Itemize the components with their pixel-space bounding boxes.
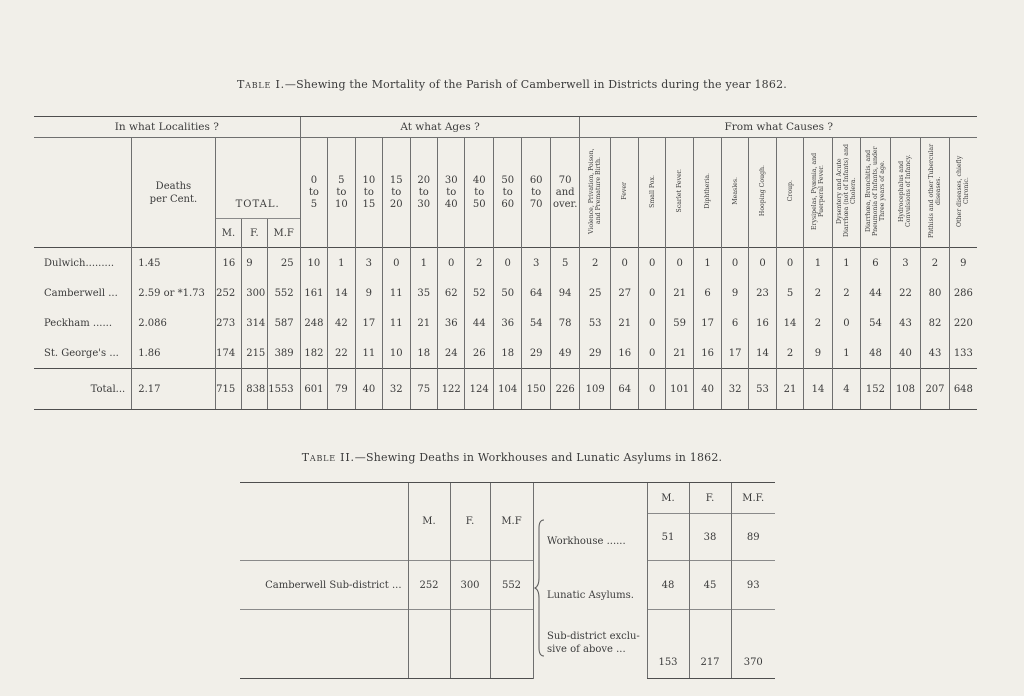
header-localities: In what Localities ? <box>34 117 300 138</box>
cause-cell: 43 <box>921 338 949 369</box>
total-f-cell: 314 <box>242 308 267 338</box>
cause-cell: 53 <box>580 308 611 338</box>
header-total: TOTAL. <box>215 138 300 219</box>
category-lunatic-asylums: Lunatic Asylums. <box>547 590 634 601</box>
age-cell: 21 <box>410 308 437 338</box>
locality-cell: Peckham ...... <box>44 317 112 329</box>
cause-cell: 207 <box>921 369 949 410</box>
cause-cell: 48 <box>861 338 891 369</box>
table1-title <box>0 78 1024 91</box>
total-row <box>34 369 977 410</box>
cause-cell: 2 <box>580 248 611 279</box>
age-cell: 9 <box>355 278 382 308</box>
age-cell: 182 <box>300 338 327 369</box>
cause-cell: 82 <box>921 308 949 338</box>
cause-cell: 0 <box>749 248 776 279</box>
age-cell: 36 <box>493 308 521 338</box>
cause-cell: 1 <box>804 248 832 279</box>
category-subdistrict-line1: Sub-district exclu- <box>547 631 640 642</box>
total-m-cell: 174 <box>215 338 242 369</box>
header-cause-croup: Croup. <box>776 138 803 248</box>
cause-cell: 16 <box>610 338 638 369</box>
cause-cell: 101 <box>665 369 693 410</box>
deaths-per-cent-cell: 2.17 <box>132 369 215 410</box>
cause-cell: 17 <box>721 338 748 369</box>
header-cause-erysipelas: Erysipelas, Pyæmia, and Puerperal Fever. <box>804 138 832 248</box>
subdistrict-m: 153 <box>647 610 689 679</box>
cause-cell: 2 <box>832 278 860 308</box>
deaths-per-cent-cell: 1.86 <box>132 338 215 369</box>
mortality-table <box>34 116 977 410</box>
header-total-f: F. <box>242 219 267 248</box>
age-cell: 11 <box>355 338 382 369</box>
cause-cell: 6 <box>721 308 748 338</box>
locality-cell: Total... <box>34 369 132 410</box>
header-cause-scarlet-fever: Scarlet Fever. <box>665 138 693 248</box>
age-cell: 11 <box>383 308 410 338</box>
age-cell: 10 <box>300 248 327 279</box>
age-cell: 3 <box>355 248 382 279</box>
district-header-blank <box>240 483 408 561</box>
cause-cell: 40 <box>890 338 921 369</box>
district-blank-m <box>408 610 450 679</box>
age-cell: 64 <box>522 278 550 308</box>
cause-cell: 40 <box>694 369 721 410</box>
cause-cell: 9 <box>721 278 748 308</box>
cause-cell: 4 <box>832 369 860 410</box>
cause-cell: 29 <box>580 338 611 369</box>
deaths-per-cent-cell: 2.086 <box>132 308 215 338</box>
cause-cell: 21 <box>665 338 693 369</box>
cause-cell: 0 <box>610 248 638 279</box>
header-age-70: 70 and over. <box>550 138 580 248</box>
age-cell: 226 <box>550 369 580 410</box>
age-cell: 94 <box>550 278 580 308</box>
age-cell: 11 <box>383 278 410 308</box>
category-subdistrict <box>547 630 640 656</box>
header-age-10: 10 to 15 <box>355 138 382 248</box>
header-m: M. <box>408 483 450 561</box>
district-blank-mf <box>490 610 533 679</box>
header-cause-dysentery: Dysentery and Acute Diarrhœa (not of Infants) and Cholera. <box>832 138 860 248</box>
asylum-f: 45 <box>689 561 731 610</box>
total-f-cell: 9 <box>242 248 267 279</box>
deaths-per-cent-cell: 1.45 <box>132 248 215 279</box>
age-cell: 40 <box>355 369 382 410</box>
table-row <box>34 338 977 369</box>
total-mf-cell: 25 <box>267 248 300 279</box>
cause-cell: 2 <box>804 278 832 308</box>
age-cell: 3 <box>522 248 550 279</box>
age-cell: 0 <box>493 248 521 279</box>
age-cell: 161 <box>300 278 327 308</box>
workhouse-m: 51 <box>647 514 689 561</box>
cause-cell: 0 <box>665 248 693 279</box>
cause-cell: 14 <box>749 338 776 369</box>
district-mf: 552 <box>490 561 533 610</box>
header-age-40: 40 to 50 <box>465 138 493 248</box>
locality-cell: St. George's ... <box>44 347 119 359</box>
cause-cell: 64 <box>610 369 638 410</box>
age-cell: 601 <box>300 369 327 410</box>
cause-cell: 54 <box>861 308 891 338</box>
district-label: Camberwell Sub-district ... <box>240 561 408 610</box>
total-f-cell: 300 <box>242 278 267 308</box>
district-blank <box>240 610 408 679</box>
header-cause-other: Other diseases, chiefly Chronic. <box>949 138 977 248</box>
header-cause-phthisis: Phthisis and other Tubercular diseases. <box>921 138 949 248</box>
header-mf: M.F <box>490 483 533 561</box>
age-cell: 104 <box>493 369 521 410</box>
asylum-m: 48 <box>647 561 689 610</box>
cause-cell: 0 <box>721 248 748 279</box>
age-cell: 0 <box>438 248 465 279</box>
age-cell: 18 <box>410 338 437 369</box>
age-cell: 14 <box>328 278 355 308</box>
table-row <box>34 308 977 338</box>
cause-cell: 133 <box>949 338 977 369</box>
subheader-m: M. <box>647 483 689 514</box>
cause-cell: 0 <box>639 369 665 410</box>
cause-cell: 0 <box>639 248 665 279</box>
age-cell: 5 <box>550 248 580 279</box>
cause-cell: 14 <box>804 369 832 410</box>
cause-cell: 16 <box>694 338 721 369</box>
header-deaths-per-cent: Deaths per Cent. <box>132 138 215 248</box>
cause-cell: 6 <box>694 278 721 308</box>
locality-cell: Dulwich......... <box>34 248 132 279</box>
cause-cell: 5 <box>776 278 803 308</box>
age-cell: 52 <box>465 278 493 308</box>
age-cell: 49 <box>550 338 580 369</box>
cause-cell: 53 <box>749 369 776 410</box>
total-m-cell: 252 <box>215 278 242 308</box>
age-cell: 29 <box>522 338 550 369</box>
header-cause-measles: Measles. <box>721 138 748 248</box>
age-cell: 2 <box>465 248 493 279</box>
asylum-mf: 93 <box>731 561 775 610</box>
age-cell: 62 <box>438 278 465 308</box>
cause-cell: 0 <box>832 308 860 338</box>
cause-cell: 32 <box>721 369 748 410</box>
cause-cell: 648 <box>949 369 977 410</box>
header-age-50: 50 to 60 <box>493 138 521 248</box>
category-labels <box>533 512 647 664</box>
subheader-mf: M.F. <box>731 483 775 514</box>
header-causes: From what Causes ? <box>580 117 977 138</box>
category-workhouse: Workhouse ...... <box>547 536 626 547</box>
cause-cell: 80 <box>921 278 949 308</box>
header-cause-small-pox: Small Pox. <box>639 138 665 248</box>
district-m: 252 <box>408 561 450 610</box>
header-cause-hydrocephalus: Hydrocephalus and Convulsions of Infancy. <box>890 138 921 248</box>
cause-cell: 108 <box>890 369 921 410</box>
table1-title-text: —Shewing the Mortality of the Parish of Camberwell in Districts during the year 1862. <box>284 78 787 91</box>
subdistrict-f: 217 <box>689 610 731 679</box>
cause-cell: 220 <box>949 308 977 338</box>
cause-cell: 44 <box>861 278 891 308</box>
cause-cell: 14 <box>776 308 803 338</box>
age-cell: 17 <box>355 308 382 338</box>
age-cell: 50 <box>493 278 521 308</box>
cause-cell: 59 <box>665 308 693 338</box>
cause-cell: 1 <box>832 338 860 369</box>
total-m-cell: 273 <box>215 308 242 338</box>
header-f: F. <box>450 483 490 561</box>
header-cause-hooping-cough: Hooping Cough. <box>749 138 776 248</box>
age-cell: 24 <box>438 338 465 369</box>
cause-cell: 109 <box>580 369 611 410</box>
cause-cell: 3 <box>890 248 921 279</box>
workhouse-f: 38 <box>689 514 731 561</box>
age-cell: 32 <box>383 369 410 410</box>
total-m-cell: 715 <box>215 369 242 410</box>
cause-cell: 9 <box>804 338 832 369</box>
cause-cell: 1 <box>832 248 860 279</box>
cause-cell: 25 <box>580 278 611 308</box>
district-blank-f <box>450 610 490 679</box>
cause-cell: 0 <box>639 308 665 338</box>
age-cell: 1 <box>328 248 355 279</box>
header-locality-blank <box>34 138 132 248</box>
cause-cell: 16 <box>749 308 776 338</box>
cause-cell: 152 <box>861 369 891 410</box>
total-mf-cell: 389 <box>267 338 300 369</box>
header-age-20: 20 to 30 <box>410 138 437 248</box>
cause-cell: 23 <box>749 278 776 308</box>
age-cell: 35 <box>410 278 437 308</box>
subdistrict-mf: 370 <box>731 610 775 679</box>
table2-title-prefix: Table II. <box>301 451 355 464</box>
deaths-per-cent-cell: 2.59 or *1.73 <box>132 278 215 308</box>
cause-cell: 22 <box>890 278 921 308</box>
header-cause-violence: Violence, Privation, Poison, and Premature Birth. <box>580 138 611 248</box>
category-subdistrict-line2: sive of above ... <box>547 644 626 655</box>
table-row <box>34 248 977 279</box>
cause-cell: 27 <box>610 278 638 308</box>
header-cause-diphtheria: Diphtheria. <box>694 138 721 248</box>
cause-cell: 43 <box>890 308 921 338</box>
age-cell: 122 <box>438 369 465 410</box>
table2-title <box>0 451 1024 464</box>
age-cell: 78 <box>550 308 580 338</box>
age-cell: 18 <box>493 338 521 369</box>
cause-cell: 21 <box>610 308 638 338</box>
header-age-0: 0 to 5 <box>300 138 327 248</box>
total-mf-cell: 587 <box>267 308 300 338</box>
total-m-cell: 16 <box>215 248 242 279</box>
cause-cell: 0 <box>639 338 665 369</box>
cause-cell: 2 <box>776 338 803 369</box>
locality-cell: Camberwell ... <box>44 287 118 299</box>
workhouse-mf: 89 <box>731 514 775 561</box>
age-cell: 150 <box>522 369 550 410</box>
district-f: 300 <box>450 561 490 610</box>
header-age-15: 15 to 20 <box>383 138 410 248</box>
header-cause-fever: Fever <box>610 138 638 248</box>
total-mf-cell: 552 <box>267 278 300 308</box>
age-cell: 248 <box>300 308 327 338</box>
mortality-table-body <box>34 248 977 410</box>
age-cell: 1 <box>410 248 437 279</box>
cause-cell: 9 <box>949 248 977 279</box>
cause-cell: 1 <box>694 248 721 279</box>
header-total-m: M. <box>215 219 242 248</box>
cause-cell: 6 <box>861 248 891 279</box>
age-cell: 36 <box>438 308 465 338</box>
table-row <box>34 278 977 308</box>
header-total-mf: M.F <box>267 219 300 248</box>
cause-cell: 2 <box>921 248 949 279</box>
header-ages: At what Ages ? <box>300 117 580 138</box>
cause-cell: 0 <box>639 278 665 308</box>
cause-cell: 21 <box>776 369 803 410</box>
age-cell: 42 <box>328 308 355 338</box>
table2-title-text: —Shewing Deaths in Workhouses and Lunatic Asylums in 1862. <box>354 451 723 464</box>
header-age-60: 60 to 70 <box>522 138 550 248</box>
age-cell: 75 <box>410 369 437 410</box>
cause-cell: 21 <box>665 278 693 308</box>
header-age-5: 5 to 10 <box>328 138 355 248</box>
age-cell: 10 <box>383 338 410 369</box>
age-cell: 0 <box>383 248 410 279</box>
total-f-cell: 838 <box>242 369 267 410</box>
cause-cell: 286 <box>949 278 977 308</box>
table1-title-prefix: Table I. <box>237 78 285 91</box>
age-cell: 22 <box>328 338 355 369</box>
total-f-cell: 215 <box>242 338 267 369</box>
age-cell: 79 <box>328 369 355 410</box>
total-mf-cell: 1553 <box>267 369 300 410</box>
subheader-f: F. <box>689 483 731 514</box>
age-cell: 124 <box>465 369 493 410</box>
cause-cell: 17 <box>694 308 721 338</box>
cause-cell: 2 <box>804 308 832 338</box>
left-brace-icon <box>533 512 547 664</box>
workhouse-table <box>240 482 775 679</box>
header-age-30: 30 to 40 <box>438 138 465 248</box>
age-cell: 26 <box>465 338 493 369</box>
header-cause-diarrhoea-infants: Diarrhœa, Bronchitis, and Pneumonia of Infants, under Three years of age. <box>861 138 891 248</box>
age-cell: 54 <box>522 308 550 338</box>
age-cell: 44 <box>465 308 493 338</box>
cause-cell: 0 <box>776 248 803 279</box>
